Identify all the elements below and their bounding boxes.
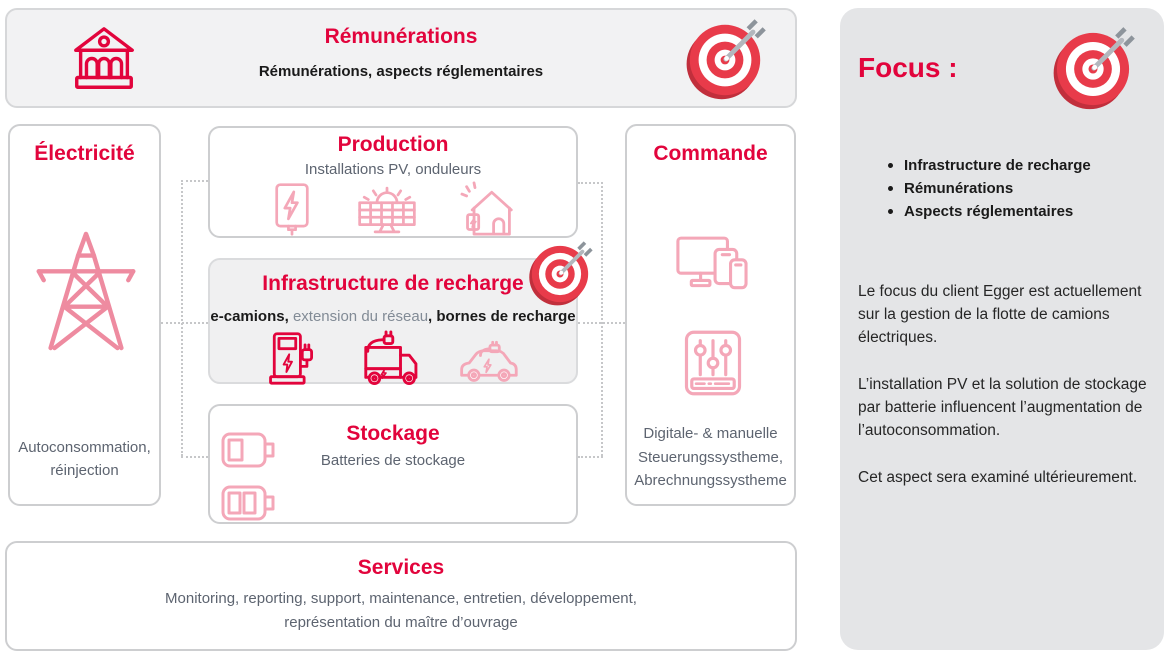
connector-right-middle bbox=[578, 322, 625, 324]
infrastructure-box bbox=[208, 258, 578, 384]
focus-bullet: Rémunérations bbox=[888, 177, 1091, 200]
infrastructure-tag-ecamions: e-camions bbox=[210, 308, 285, 325]
solar-panel-icon bbox=[356, 184, 418, 241]
infrastructure-title: Infrastructure de recharge bbox=[262, 272, 524, 295]
infrastructure-tag-bornes: bornes de recharge bbox=[436, 308, 576, 325]
infrastructure-tag-extension: extension du réseau bbox=[292, 308, 429, 325]
target-icon bbox=[1052, 28, 1134, 115]
electricite-caption: Autoconsommation, réinjection bbox=[18, 438, 151, 479]
focus-paragraph: Cet aspect sera examiné ultérieurement. bbox=[858, 469, 1138, 486]
stockage-subtitle: Batteries de stockage bbox=[320, 452, 466, 469]
focus-bullet: Aspects réglementaires bbox=[888, 200, 1091, 223]
transmission-tower-icon bbox=[27, 224, 145, 359]
connector-right-top bbox=[578, 182, 603, 184]
banner-subtitle: Rémunérations, aspects réglementaires bbox=[258, 63, 544, 80]
devices-icon bbox=[675, 234, 751, 303]
connector-left-bottom bbox=[181, 456, 208, 458]
commande-box bbox=[625, 124, 796, 506]
connector-left-middle bbox=[161, 322, 208, 324]
commande-caption: Digitale- & manuelle Steuerungssystheme, Abrechnungssystheme bbox=[634, 425, 787, 489]
e-car-icon bbox=[456, 340, 520, 391]
electricite-box bbox=[8, 124, 161, 506]
focus-panel bbox=[840, 8, 1164, 650]
infrastructure-subtitle: e-camions, extension du réseau, bornes de recharge bbox=[210, 308, 576, 325]
inverter-icon bbox=[270, 182, 314, 241]
focus-title: Focus : bbox=[858, 52, 958, 83]
production-title: Production bbox=[337, 133, 449, 156]
banner-title: Rémunérations bbox=[324, 25, 478, 48]
remunerations-banner bbox=[5, 8, 797, 108]
focus-bullet-list bbox=[888, 154, 1091, 223]
connector-left-vertical bbox=[181, 180, 183, 456]
electricite-title: Électricité bbox=[34, 142, 135, 165]
services-title: Services bbox=[357, 556, 445, 579]
focus-paragraphs bbox=[858, 280, 1150, 513]
stockage-title: Stockage bbox=[346, 422, 440, 445]
control-panel-icon bbox=[682, 328, 744, 403]
target-icon bbox=[528, 242, 592, 311]
connector-right-vertical bbox=[601, 182, 603, 456]
focus-bullet: Infrastructure de recharge bbox=[888, 154, 1091, 177]
target-icon bbox=[685, 20, 765, 105]
focus-paragraph: L’installation PV et la solution de stockage par batterie influencent l’augmentation de l’autoconsommation. bbox=[858, 376, 1147, 439]
production-subtitle: Installations PV, onduleurs bbox=[304, 161, 482, 178]
focus-paragraph: Le focus du client Egger est actuellement sur la gestion de la flotte de camions électriques. bbox=[858, 283, 1142, 346]
services-banner bbox=[5, 541, 797, 651]
battery-two-bar-icon bbox=[218, 483, 280, 528]
connector-left-top bbox=[181, 180, 208, 182]
services-caption: Monitoring, reporting, support, maintenance, entretien, développement, représentation du maître d’ouvrage bbox=[165, 590, 637, 631]
connector-right-bottom bbox=[578, 456, 603, 458]
commande-title: Commande bbox=[653, 142, 768, 165]
stockage-box bbox=[208, 404, 578, 524]
solar-house-icon bbox=[460, 182, 516, 241]
e-truck-icon bbox=[354, 332, 420, 391]
production-box bbox=[208, 126, 578, 238]
charging-station-icon bbox=[266, 330, 318, 391]
battery-one-bar-icon bbox=[218, 430, 280, 475]
